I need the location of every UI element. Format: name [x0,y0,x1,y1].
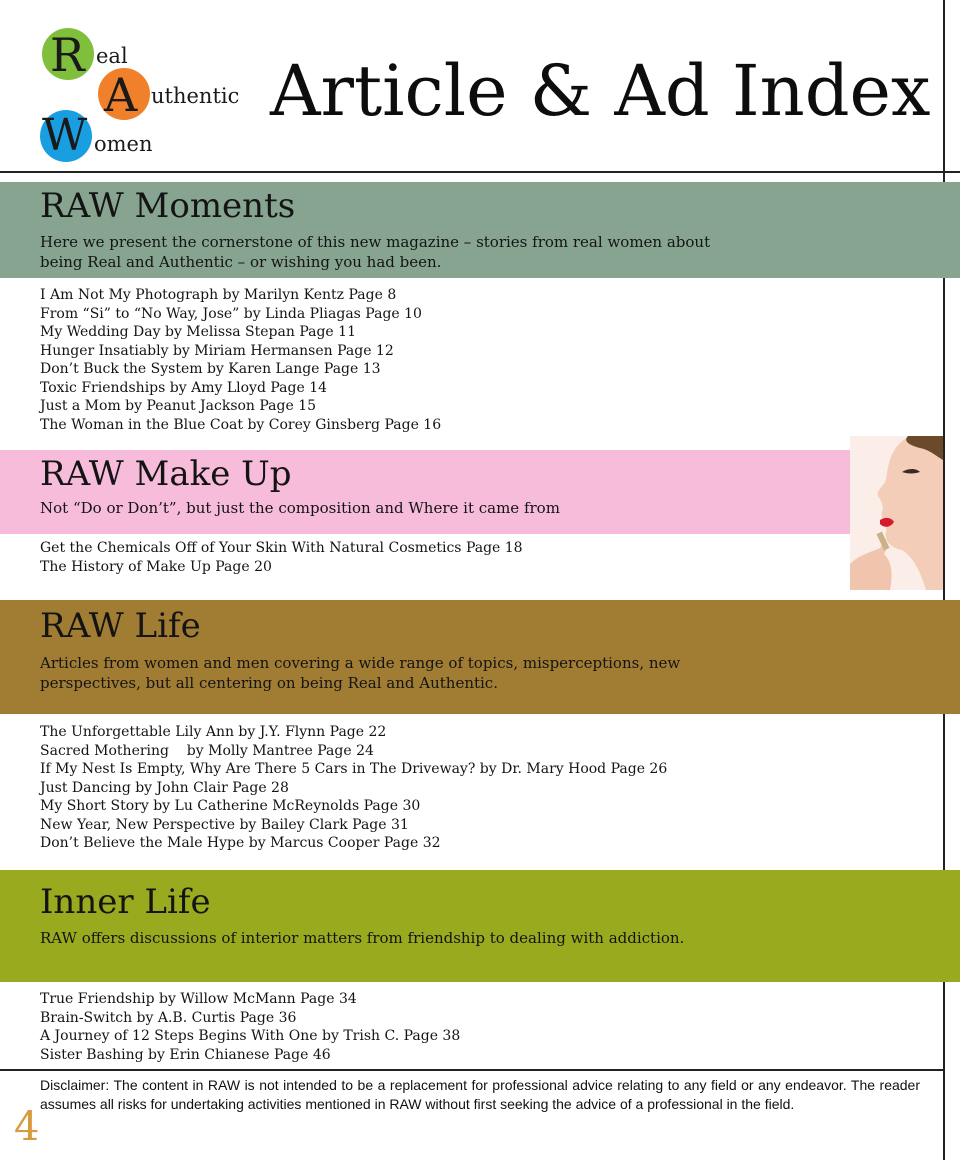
article-item[interactable]: My Short Story by Lu Catherine McReynolds Page 30 [40,798,421,814]
article-item[interactable]: A Journey of 12 Steps Begins With One by Trish C. Page 38 [40,1028,461,1044]
section-heading: RAW Life [40,606,201,646]
article-item[interactable]: Don’t Believe the Male Hype by Marcus Cooper Page 32 [40,835,441,851]
article-item[interactable]: Just a Mom by Peanut Jackson Page 15 [40,398,317,414]
article-list-raw-moments [40,286,441,434]
section-band-raw-life [0,600,960,714]
article-list-inner-life [40,990,460,1064]
section-band-inner-life [0,870,960,982]
section-description: Articles from women and men covering a wide range of topics, misperceptions, new perspectives, but all centering on being Real and Authentic. [40,654,681,692]
section-heading: RAW Moments [40,186,296,226]
article-item[interactable]: Get the Chemicals Off of Your Skin With Natural Cosmetics Page 18 [40,540,523,556]
article-item[interactable]: Hunger Insatiably by Miriam Hermansen Page 12 [40,342,394,359]
section-band-raw-moments [0,182,960,278]
raw-logo [38,28,238,168]
article-item[interactable]: My Wedding Day by Melissa Stepan Page 11 [40,324,356,340]
footer-divider [0,1069,943,1071]
article-item[interactable]: Just Dancing by John Clair Page 28 [40,779,289,796]
logo-word-uthentic: uthentic [151,84,240,108]
article-item[interactable]: Sacred Mothering by Molly Mantree Page 24 [40,742,374,759]
logo-word-eal: eal [96,44,128,68]
logo-letter-a: A [104,68,138,122]
logo-word-omen: omen [94,132,153,156]
lipstick-woman-photo [850,436,943,590]
article-item[interactable]: Sister Bashing by Erin Chianese Page 46 [40,1046,331,1063]
article-item[interactable]: The Unforgettable Lily Ann by J.Y. Flynn Page 22 [40,724,387,740]
disclaimer-text: Disclaimer: The content in RAW is not intended to be a replacement for professional advice relating to any field or any endeavor. The reader assumes all risks for undertaking activities mentioned in RAW without first seeking the advice of a professional in the field. [40,1077,920,1112]
logo-letter-r: R [50,28,85,82]
article-item[interactable]: From “Si” to “No Way, Jose” by Linda Pliagas Page 10 [40,305,422,322]
logo-letter-w: W [42,110,88,161]
article-item[interactable]: If My Nest Is Empty, Why Are There 5 Cars in The Driveway? by Dr. Mary Hood Page 26 [40,761,668,777]
article-item[interactable]: True Friendship by Willow McMann Page 34 [40,991,357,1007]
header-divider [0,171,960,173]
section-description: Not “Do or Don’t”, but just the composition and Where it came from [40,499,560,517]
face-illustration-icon [850,436,943,590]
section-heading: RAW Make Up [40,454,292,494]
section-heading: Inner Life [40,882,211,922]
article-list-raw-make-up [40,539,523,576]
right-vertical-rule [943,0,945,1160]
article-item[interactable]: The History of Make Up Page 20 [40,558,272,575]
article-item[interactable]: Don’t Buck the System by Karen Lange Page 13 [40,361,381,377]
section-description: RAW offers discussions of interior matters from friendship to dealing with addiction. [40,929,685,947]
page-number: 4 [14,1104,40,1150]
article-list-raw-life [40,723,667,853]
article-item[interactable]: I Am Not My Photograph by Marilyn Kentz Page 8 [40,287,397,303]
page-title: Article & Ad Index [270,50,931,132]
section-band-raw-make-up [0,450,850,534]
article-item[interactable]: The Woman in the Blue Coat by Corey Ginsberg Page 16 [40,416,442,433]
article-item[interactable]: New Year, New Perspective by Bailey Clark Page 31 [40,816,409,833]
article-item[interactable]: Toxic Friendships by Amy Lloyd Page 14 [40,379,328,396]
article-item[interactable]: Brain-Switch by A.B. Curtis Page 36 [40,1009,297,1026]
section-description: Here we present the cornerstone of this new magazine – stories from real women about being Real and Authentic – or wishing you had been. [40,233,711,271]
